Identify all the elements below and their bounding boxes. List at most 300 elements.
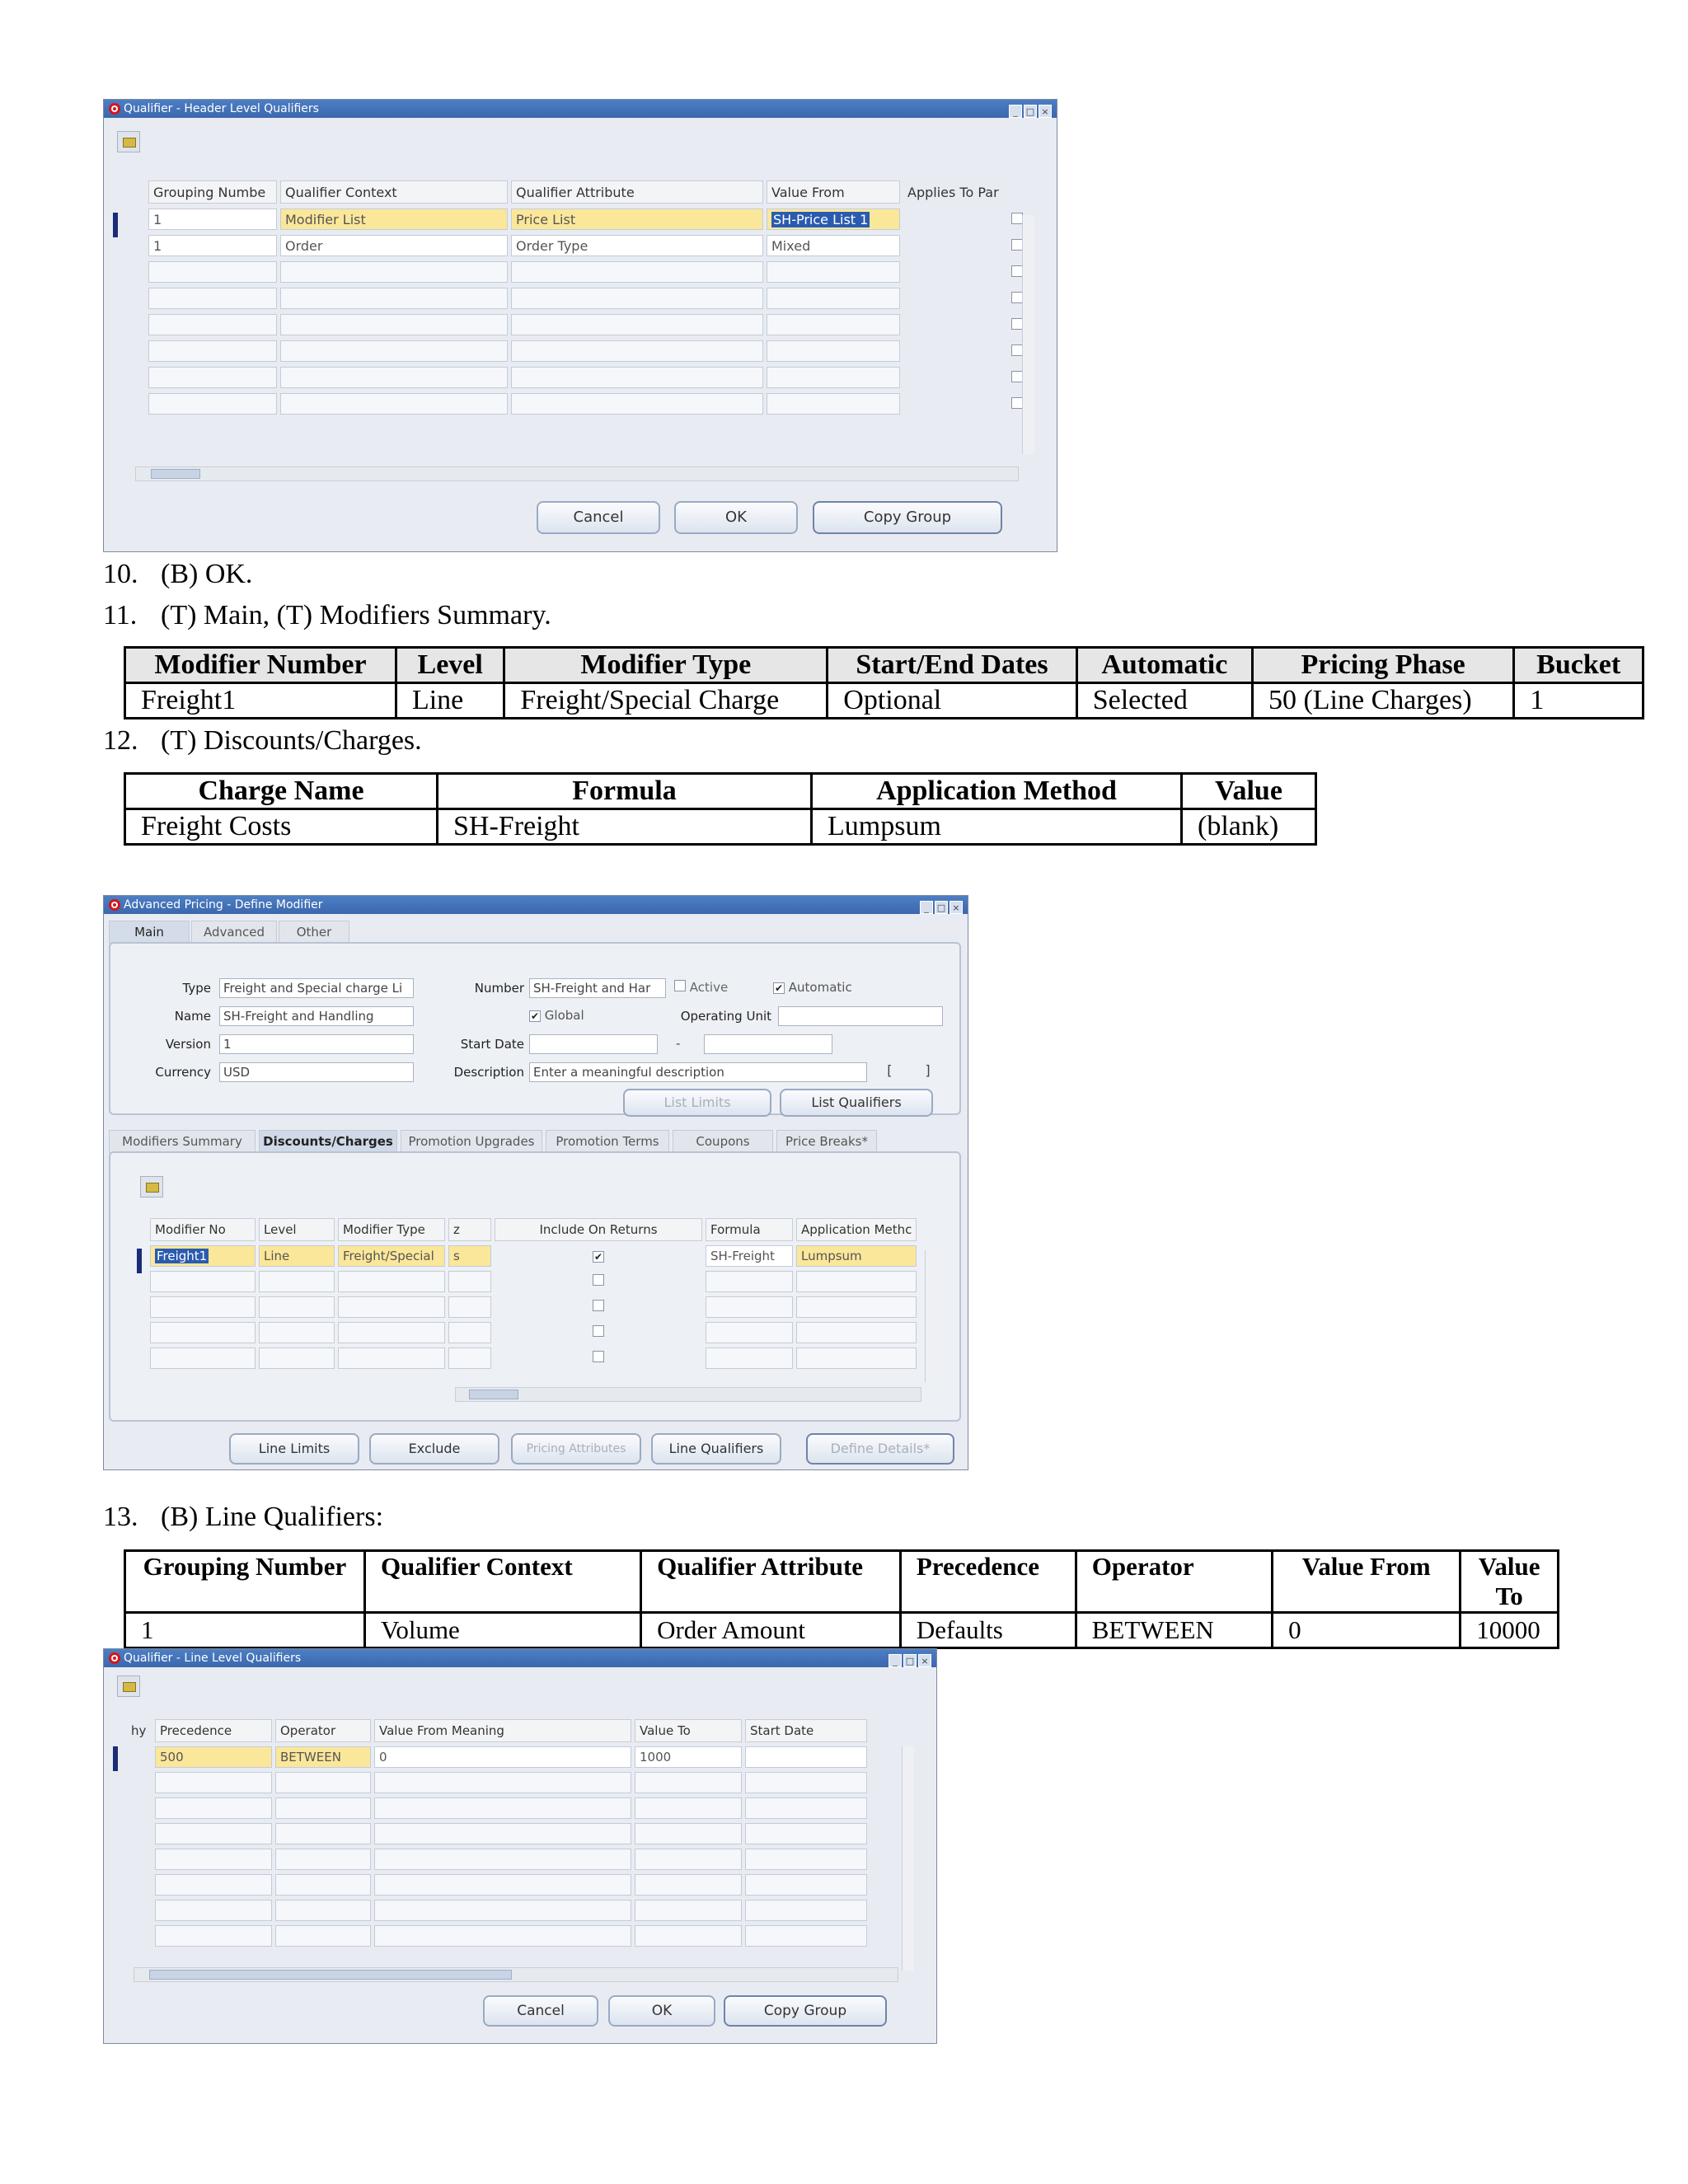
table-row[interactable] bbox=[148, 235, 1027, 256]
grid-cell[interactable]: Order bbox=[280, 235, 508, 256]
grid-cell[interactable] bbox=[635, 1925, 742, 1947]
table-row[interactable] bbox=[150, 1245, 917, 1267]
grid-cell[interactable]: s bbox=[448, 1245, 491, 1267]
grid-cell[interactable] bbox=[275, 1797, 371, 1819]
title-bar bbox=[104, 896, 968, 914]
include-on-returns-checkbox[interactable]: ✔ bbox=[593, 1251, 603, 1263]
grid-cell bbox=[127, 1900, 152, 1921]
grid-cell[interactable]: Modifier List bbox=[280, 209, 508, 230]
step-13 bbox=[103, 1502, 383, 1533]
grid-cell[interactable] bbox=[259, 1271, 335, 1292]
line-limits-button[interactable]: Line Limits bbox=[229, 1433, 359, 1465]
grid-cell[interactable] bbox=[148, 367, 277, 388]
currency-field[interactable]: USD bbox=[219, 1062, 414, 1082]
step-text: (T) Discounts/Charges. bbox=[161, 725, 422, 756]
grid-cell[interactable] bbox=[745, 1797, 867, 1819]
column-header: Operator bbox=[275, 1719, 371, 1742]
grid-cell[interactable] bbox=[767, 209, 900, 230]
table-cell: 1 bbox=[1514, 683, 1643, 719]
grid-cell[interactable]: Lumpsum bbox=[796, 1245, 917, 1267]
applies-checkbox[interactable] bbox=[1011, 292, 1023, 303]
grid-cell[interactable] bbox=[745, 1823, 867, 1844]
table-header: Operator bbox=[1076, 1551, 1272, 1613]
column-header: Qualifier Attribute bbox=[511, 180, 763, 204]
column-header: Applies To Par bbox=[907, 184, 999, 200]
current-record-indicator bbox=[113, 213, 118, 237]
description-label: Description bbox=[453, 1065, 524, 1080]
table-row[interactable] bbox=[150, 1271, 917, 1292]
table-row[interactable] bbox=[127, 1900, 867, 1921]
exclude-button[interactable]: Exclude bbox=[369, 1433, 499, 1465]
grid-cell[interactable] bbox=[511, 261, 763, 283]
define-modifier-window bbox=[103, 895, 968, 1470]
charges-table bbox=[124, 772, 1317, 846]
current-record-indicator bbox=[137, 1249, 142, 1273]
tab-promotion-upgrades[interactable]: Promotion Upgrades bbox=[401, 1130, 542, 1153]
column-header: Value From Meaning bbox=[374, 1719, 631, 1742]
grid-cell[interactable] bbox=[155, 1849, 272, 1870]
minimize-icon[interactable]: _ bbox=[889, 1654, 902, 1667]
table-header: Formula bbox=[438, 774, 812, 809]
table-row[interactable] bbox=[127, 1849, 867, 1870]
include-on-returns-checkbox[interactable] bbox=[593, 1351, 604, 1362]
column-header: z bbox=[448, 1218, 491, 1241]
grid-cell[interactable] bbox=[448, 1347, 491, 1369]
active-checkbox[interactable] bbox=[674, 980, 686, 991]
grid-cell[interactable] bbox=[796, 1347, 917, 1369]
step-number: 12. bbox=[103, 725, 138, 756]
table-cell: BETWEEN bbox=[1076, 1613, 1272, 1648]
grid-cell bbox=[903, 367, 1027, 388]
grid-cell[interactable] bbox=[155, 1797, 272, 1819]
table-row[interactable] bbox=[148, 261, 1027, 283]
grid-cell[interactable] bbox=[155, 1925, 272, 1947]
modifiers-summary-table bbox=[124, 646, 1644, 719]
grid-cell[interactable]: SH-Freight bbox=[706, 1245, 793, 1267]
type-label: Type bbox=[182, 981, 211, 996]
grid-cell[interactable] bbox=[148, 288, 277, 309]
grid-cell[interactable] bbox=[338, 1322, 445, 1343]
global-label: Global bbox=[544, 1008, 584, 1023]
scroll-thumb[interactable] bbox=[469, 1390, 518, 1399]
tab-price-breaks[interactable]: Price Breaks* bbox=[776, 1130, 877, 1153]
grid-cell[interactable] bbox=[511, 340, 763, 362]
copy-group-button[interactable]: Copy Group bbox=[724, 1995, 887, 2027]
scroll-thumb[interactable] bbox=[149, 1970, 512, 1980]
vertical-scrollbar[interactable] bbox=[925, 1250, 937, 1382]
table-cell: Optional bbox=[828, 683, 1076, 719]
table-header: Application Method bbox=[812, 774, 1182, 809]
table-row bbox=[125, 809, 1316, 845]
table-cell: SH-Freight bbox=[438, 809, 812, 845]
grid-cell[interactable] bbox=[150, 1347, 256, 1369]
grid-cell[interactable] bbox=[155, 1900, 272, 1921]
minimize-icon[interactable]: _ bbox=[920, 901, 933, 914]
step-text: (B) Line Qualifiers: bbox=[161, 1502, 384, 1532]
table-row[interactable] bbox=[150, 1322, 917, 1343]
table-header: Charge Name bbox=[125, 774, 438, 809]
oracle-icon bbox=[109, 1652, 120, 1664]
grid-cell bbox=[127, 1874, 152, 1896]
tab-main[interactable]: Main bbox=[109, 921, 190, 944]
grid-cell[interactable] bbox=[635, 1874, 742, 1896]
grid-cell[interactable] bbox=[338, 1347, 445, 1369]
list-limits-button[interactable]: List Limits bbox=[623, 1089, 771, 1117]
grid-cell[interactable] bbox=[745, 1900, 867, 1921]
table-row[interactable] bbox=[127, 1823, 867, 1844]
grid-cell[interactable] bbox=[796, 1296, 917, 1318]
grid-cell[interactable] bbox=[275, 1900, 371, 1921]
table-cell: 0 bbox=[1273, 1613, 1461, 1648]
folder-icon[interactable] bbox=[117, 131, 140, 152]
column-header: Value To bbox=[635, 1719, 742, 1742]
column-header: Level bbox=[259, 1218, 335, 1241]
grid-cell[interactable] bbox=[275, 1823, 371, 1844]
column-header: Application Methc bbox=[796, 1218, 917, 1241]
grid-cell[interactable]: BETWEEN bbox=[275, 1746, 371, 1768]
include-on-returns-checkbox[interactable] bbox=[593, 1274, 604, 1286]
grid-cell[interactable] bbox=[745, 1874, 867, 1896]
grid-cell bbox=[903, 209, 1027, 230]
grid-cell bbox=[127, 1797, 152, 1819]
grid-cell[interactable] bbox=[148, 314, 277, 335]
name-field[interactable]: SH-Freight and Handling bbox=[219, 1006, 414, 1026]
end-date-field[interactable] bbox=[704, 1034, 832, 1054]
applies-checkbox[interactable] bbox=[1011, 318, 1023, 330]
grid-cell[interactable]: Line bbox=[259, 1245, 335, 1267]
line-qualifiers-button[interactable]: Line Qualifiers bbox=[651, 1433, 781, 1465]
minimize-icon[interactable]: _ bbox=[1009, 105, 1022, 118]
applies-checkbox[interactable] bbox=[1011, 371, 1023, 382]
horizontal-scrollbar[interactable] bbox=[135, 466, 1019, 481]
flex-field-brackets[interactable]: [ ] bbox=[885, 1062, 944, 1078]
table-header: Level bbox=[396, 648, 504, 683]
grid-cell[interactable] bbox=[767, 261, 900, 283]
column-header: Modifier No bbox=[150, 1218, 256, 1241]
grid-cell[interactable] bbox=[448, 1296, 491, 1318]
window-title: Advanced Pricing - Define Modifier bbox=[124, 898, 323, 912]
operating-unit-field[interactable] bbox=[778, 1006, 943, 1026]
column-header: hy bbox=[131, 1723, 147, 1738]
grid-cell bbox=[495, 1245, 702, 1267]
grid-cell[interactable]: 1000 bbox=[635, 1746, 742, 1768]
table-cell: (blank) bbox=[1182, 809, 1316, 845]
version-field[interactable]: 1 bbox=[219, 1034, 414, 1054]
include-on-returns-checkbox[interactable] bbox=[593, 1325, 604, 1337]
cancel-button[interactable]: Cancel bbox=[483, 1995, 598, 2027]
copy-group-button[interactable]: Copy Group bbox=[813, 501, 1002, 534]
column-header: Start Date bbox=[745, 1719, 867, 1742]
grid-cell[interactable] bbox=[796, 1322, 917, 1343]
grid-cell[interactable] bbox=[511, 288, 763, 309]
grid-cell[interactable] bbox=[767, 288, 900, 309]
tab-other[interactable]: Other bbox=[279, 921, 349, 944]
type-field[interactable]: Freight and Special charge Li bbox=[219, 978, 414, 998]
grid-cell[interactable] bbox=[635, 1772, 742, 1793]
scroll-thumb[interactable] bbox=[151, 469, 200, 479]
global-checkbox[interactable]: ✔ bbox=[530, 1010, 540, 1022]
grid-cell[interactable] bbox=[150, 1245, 256, 1267]
grid-cell[interactable]: 500 bbox=[155, 1746, 272, 1768]
grid-cell[interactable] bbox=[374, 1823, 631, 1844]
folder-icon[interactable] bbox=[117, 1675, 140, 1697]
maximize-icon[interactable]: □ bbox=[1024, 105, 1037, 118]
table-cell: Line bbox=[396, 683, 504, 719]
grid-cell[interactable] bbox=[374, 1900, 631, 1921]
grid-cell[interactable] bbox=[767, 314, 900, 335]
applies-checkbox[interactable] bbox=[1011, 213, 1023, 224]
grid-cell[interactable] bbox=[280, 367, 508, 388]
grid-cell[interactable] bbox=[259, 1347, 335, 1369]
global-option[interactable] bbox=[529, 1008, 584, 1023]
grid-cell[interactable] bbox=[259, 1322, 335, 1343]
grid-cell bbox=[127, 1823, 152, 1844]
grid-cell[interactable] bbox=[280, 261, 508, 283]
table-row[interactable] bbox=[127, 1772, 867, 1793]
name-label: Name bbox=[174, 1009, 211, 1024]
step-number: 11. bbox=[103, 600, 138, 630]
table-row[interactable] bbox=[148, 209, 1027, 230]
grid-cell[interactable] bbox=[635, 1849, 742, 1870]
ok-button[interactable]: OK bbox=[608, 1995, 715, 2027]
title-bar bbox=[104, 100, 1057, 118]
grid-cell[interactable] bbox=[635, 1797, 742, 1819]
currency-label: Currency bbox=[155, 1065, 211, 1080]
tab-discounts-charges[interactable]: Discounts/Charges bbox=[259, 1130, 397, 1153]
horizontal-scrollbar[interactable] bbox=[134, 1967, 898, 1982]
table-row[interactable] bbox=[148, 288, 1027, 309]
column-header: Grouping Numbe bbox=[148, 180, 277, 204]
table-header: Value From bbox=[1273, 1551, 1461, 1613]
window-title: Qualifier - Line Level Qualifiers bbox=[124, 1652, 302, 1665]
include-on-returns-checkbox[interactable] bbox=[593, 1300, 604, 1311]
grid-cell[interactable]: Mixed bbox=[767, 235, 900, 256]
table-cell: Freight/Special Charge bbox=[504, 683, 828, 719]
discounts-grid bbox=[147, 1214, 920, 1373]
ok-button[interactable]: OK bbox=[674, 501, 798, 534]
grid-cell[interactable]: 0 bbox=[374, 1746, 631, 1768]
folder-icon[interactable] bbox=[140, 1176, 163, 1197]
grid-cell[interactable] bbox=[275, 1874, 371, 1896]
maximize-icon[interactable]: □ bbox=[935, 901, 948, 914]
grid-cell[interactable] bbox=[374, 1925, 631, 1947]
active-option[interactable] bbox=[674, 980, 728, 995]
column-header: Include On Returns bbox=[495, 1218, 702, 1241]
grid-cell[interactable] bbox=[259, 1296, 335, 1318]
grid-cell[interactable] bbox=[280, 340, 508, 362]
table-row[interactable] bbox=[127, 1746, 867, 1768]
grid-cell[interactable] bbox=[745, 1772, 867, 1793]
grid-cell[interactable] bbox=[148, 393, 277, 415]
table-row bbox=[125, 683, 1643, 719]
grid-cell[interactable] bbox=[767, 340, 900, 362]
cancel-button[interactable]: Cancel bbox=[537, 501, 660, 534]
grid-cell[interactable] bbox=[374, 1797, 631, 1819]
table-row[interactable] bbox=[148, 340, 1027, 362]
grid-cell[interactable] bbox=[155, 1772, 272, 1793]
modifier-no-selected[interactable]: Freight1 bbox=[157, 1249, 208, 1263]
number-field[interactable]: SH-Freight and Har bbox=[529, 978, 666, 998]
tab-advanced[interactable]: Advanced bbox=[191, 921, 277, 944]
grid-cell[interactable] bbox=[448, 1322, 491, 1343]
automatic-checkbox[interactable]: ✔ bbox=[774, 982, 784, 994]
grid-cell[interactable] bbox=[635, 1823, 742, 1844]
grid-cell[interactable] bbox=[275, 1925, 371, 1947]
step-10 bbox=[103, 559, 252, 590]
grid-cell[interactable] bbox=[338, 1296, 445, 1318]
automatic-option[interactable] bbox=[773, 980, 852, 995]
table-header: Value To bbox=[1461, 1551, 1559, 1613]
oracle-icon bbox=[109, 899, 120, 911]
table-header: Pricing Phase bbox=[1252, 648, 1513, 683]
table-row[interactable] bbox=[148, 367, 1027, 388]
grid-cell[interactable] bbox=[280, 393, 508, 415]
grid-cell[interactable] bbox=[767, 393, 900, 415]
grid-cell bbox=[127, 1746, 152, 1768]
column-header: Modifier Type bbox=[338, 1218, 445, 1241]
grid-cell[interactable] bbox=[745, 1925, 867, 1947]
grid-cell[interactable] bbox=[745, 1849, 867, 1870]
table-header: Value bbox=[1182, 774, 1316, 809]
line-qualifiers-grid bbox=[124, 1715, 870, 1951]
grid-cell bbox=[903, 288, 1027, 309]
column-header: Formula bbox=[706, 1218, 793, 1241]
table-row[interactable] bbox=[148, 314, 1027, 335]
table-row[interactable] bbox=[127, 1925, 867, 1947]
column-header: Precedence bbox=[155, 1719, 272, 1742]
tab-coupons[interactable]: Coupons bbox=[673, 1130, 773, 1153]
table-header: Modifier Number bbox=[125, 648, 396, 683]
grid-cell[interactable] bbox=[448, 1271, 491, 1292]
define-details-button[interactable]: Define Details* bbox=[806, 1433, 954, 1465]
applies-checkbox[interactable] bbox=[1011, 397, 1023, 409]
grid-cell[interactable] bbox=[150, 1271, 256, 1292]
grid-cell[interactable] bbox=[706, 1271, 793, 1292]
grid-cell bbox=[903, 340, 1027, 362]
header-qualifiers-window bbox=[103, 99, 1057, 552]
vertical-scrollbar[interactable] bbox=[902, 1746, 914, 1971]
start-date-label: Start Date bbox=[460, 1037, 524, 1052]
grid-cell[interactable] bbox=[374, 1874, 631, 1896]
grid-cell[interactable] bbox=[767, 367, 900, 388]
grid-cell[interactable] bbox=[706, 1322, 793, 1343]
table-row[interactable] bbox=[150, 1296, 917, 1318]
grid-cell[interactable] bbox=[511, 367, 763, 388]
grid-cell[interactable] bbox=[155, 1874, 272, 1896]
operating-unit-label: Operating Unit bbox=[680, 1009, 771, 1024]
table-row[interactable] bbox=[127, 1797, 867, 1819]
value-from-selected[interactable]: SH-Price List 1 bbox=[773, 211, 869, 227]
table-cell: 50 (Line Charges) bbox=[1252, 683, 1513, 719]
applies-checkbox[interactable] bbox=[1011, 265, 1023, 277]
current-record-indicator bbox=[113, 1746, 118, 1771]
table-row[interactable] bbox=[150, 1347, 917, 1369]
grid-cell[interactable] bbox=[796, 1271, 917, 1292]
grid-cell bbox=[903, 261, 1027, 283]
grid-cell[interactable]: Freight/Special bbox=[338, 1245, 445, 1267]
table-header: Bucket bbox=[1514, 648, 1643, 683]
grid-cell[interactable] bbox=[275, 1772, 371, 1793]
grid-cell bbox=[903, 235, 1027, 256]
step-12 bbox=[103, 725, 422, 757]
grid-cell bbox=[495, 1347, 702, 1369]
table-row bbox=[125, 1613, 1559, 1648]
table-row[interactable] bbox=[148, 393, 1027, 415]
oracle-icon bbox=[109, 103, 120, 115]
grid-cell[interactable] bbox=[148, 340, 277, 362]
grid-cell[interactable]: 1 bbox=[148, 209, 277, 230]
maximize-icon[interactable]: □ bbox=[903, 1654, 917, 1667]
table-header: Modifier Type bbox=[504, 648, 828, 683]
table-header: Qualifier Attribute bbox=[641, 1551, 901, 1613]
vertical-scrollbar[interactable] bbox=[1022, 215, 1034, 454]
close-icon[interactable]: × bbox=[1039, 105, 1052, 118]
grid-cell[interactable]: Price List bbox=[511, 209, 763, 230]
applies-checkbox[interactable] bbox=[1011, 344, 1023, 356]
grid-cell[interactable] bbox=[706, 1296, 793, 1318]
grid-cell[interactable] bbox=[275, 1849, 371, 1870]
tab-modifiers-summary[interactable]: Modifiers Summary bbox=[109, 1130, 256, 1153]
pricing-attributes-button[interactable]: Pricing Attributes bbox=[511, 1433, 641, 1465]
close-icon[interactable]: × bbox=[950, 901, 963, 914]
grid-cell[interactable] bbox=[280, 314, 508, 335]
step-number: 13. bbox=[103, 1502, 138, 1532]
table-header: Start/End Dates bbox=[828, 648, 1076, 683]
step-text: (B) OK. bbox=[161, 559, 253, 589]
grid-cell[interactable] bbox=[745, 1746, 867, 1768]
start-date-field[interactable] bbox=[529, 1034, 658, 1054]
grid-cell[interactable] bbox=[148, 261, 277, 283]
description-field[interactable]: Enter a meaningful description bbox=[529, 1062, 867, 1082]
grid-cell[interactable]: Order Type bbox=[511, 235, 763, 256]
grid-cell bbox=[495, 1322, 702, 1343]
grid-cell[interactable] bbox=[635, 1900, 742, 1921]
table-cell: Volume bbox=[364, 1613, 640, 1648]
grid-cell[interactable] bbox=[511, 393, 763, 415]
grid-cell[interactable] bbox=[150, 1296, 256, 1318]
grid-cell[interactable] bbox=[150, 1322, 256, 1343]
step-number: 10. bbox=[103, 559, 138, 589]
list-qualifiers-button[interactable]: List Qualifiers bbox=[780, 1089, 933, 1117]
grid-cell[interactable] bbox=[338, 1271, 445, 1292]
qualifiers-grid bbox=[145, 176, 1030, 419]
table-cell: Freight1 bbox=[125, 683, 396, 719]
table-cell: 10000 bbox=[1461, 1613, 1559, 1648]
table-cell: Order Amount bbox=[641, 1613, 901, 1648]
grid-cell bbox=[495, 1296, 702, 1318]
grid-cell[interactable] bbox=[706, 1347, 793, 1369]
grid-cell[interactable] bbox=[280, 288, 508, 309]
grid-cell bbox=[127, 1849, 152, 1870]
grid-cell bbox=[127, 1772, 152, 1793]
close-icon[interactable]: × bbox=[918, 1654, 931, 1667]
version-label: Version bbox=[165, 1037, 211, 1052]
table-row[interactable] bbox=[127, 1874, 867, 1896]
grid-cell[interactable] bbox=[155, 1823, 272, 1844]
tab-promotion-terms[interactable]: Promotion Terms bbox=[546, 1130, 669, 1153]
applies-checkbox[interactable] bbox=[1011, 239, 1023, 251]
grid-cell[interactable] bbox=[511, 314, 763, 335]
grid-cell[interactable] bbox=[374, 1849, 631, 1870]
column-header: Qualifier Context bbox=[280, 180, 508, 204]
grid-cell[interactable]: 1 bbox=[148, 235, 277, 256]
horizontal-scrollbar[interactable] bbox=[455, 1387, 921, 1402]
table-cell: Freight Costs bbox=[125, 809, 438, 845]
number-label: Number bbox=[474, 981, 524, 996]
table-cell: 1 bbox=[125, 1613, 365, 1648]
title-bar bbox=[104, 1649, 936, 1667]
grid-cell[interactable] bbox=[374, 1772, 631, 1793]
